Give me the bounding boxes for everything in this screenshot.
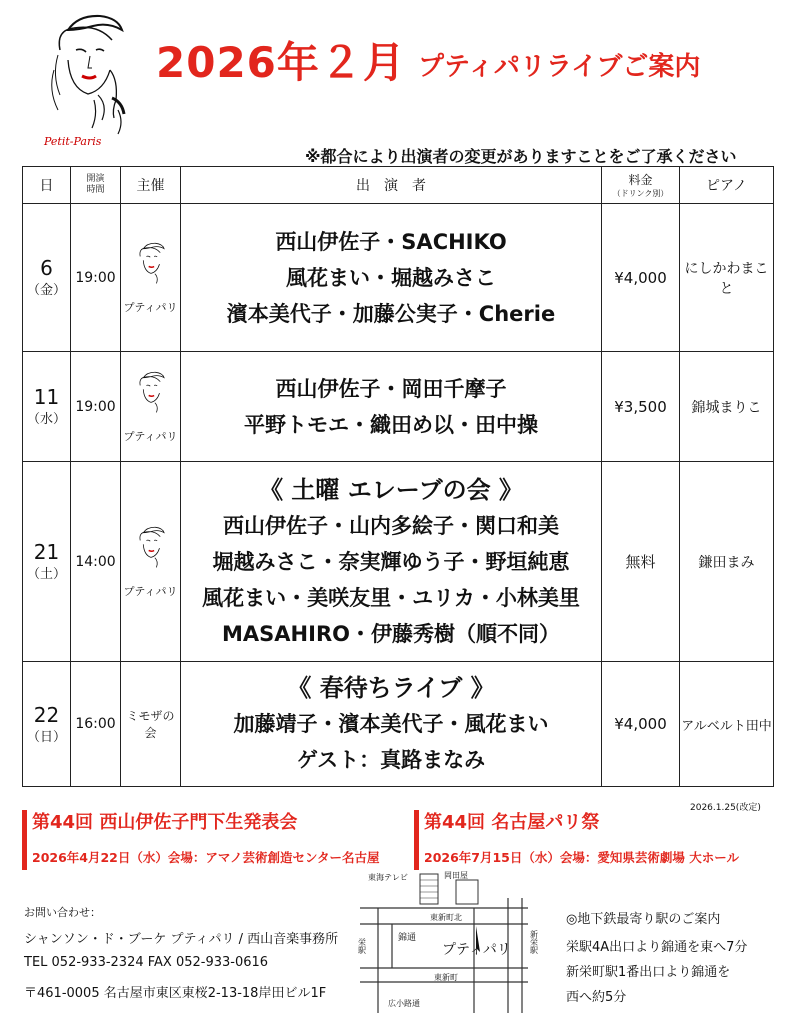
performer-line: 西山伊佐子・山内多絵子・関口和美: [223, 513, 559, 538]
host-name: プティパリ: [123, 584, 178, 598]
revision-date: 2026.1.25(改定): [690, 803, 761, 813]
event-2-detail: 2026年7月15日（水）会場：愛知県芸術劇場 大ホール: [424, 850, 739, 865]
header-time: [71, 167, 121, 204]
page-title: 2026年２月: [156, 38, 406, 87]
performer-line: 加藤靖子・濱本美代子・風花まい: [233, 712, 549, 736]
host-name: プティパリ: [123, 300, 178, 314]
map-label-higashi-shinmachi-n: 東新町北: [430, 913, 462, 922]
date-cell: [23, 352, 71, 462]
host-cell: [121, 352, 181, 462]
table-row: [23, 662, 774, 787]
map-label-nishikidori: 錦通: [398, 933, 417, 943]
performer-line: 平野トモエ・織田め以・田中操: [244, 412, 538, 437]
event-1-detail: 2026年4月22日（水）会場：アマノ芸術創造センター名古屋: [32, 850, 380, 865]
day-number: 21: [33, 540, 60, 564]
event-2-title: 第44回 名古屋パリ祭: [424, 812, 600, 833]
weekday: （金）: [26, 283, 66, 298]
header-date: 日: [23, 167, 71, 204]
performer-line: 西山伊佐子・SACHIKO: [275, 229, 507, 254]
contact-address: 〒461-0005 名古屋市東区東桜2-13-18岸田ビル1F: [24, 986, 327, 1001]
host-cell: [121, 662, 181, 787]
performer-line: 堀越みさこ・奈実輝ゆう子・野垣純恵: [212, 549, 570, 574]
host-name-line2: 会: [144, 726, 157, 740]
piano-cell: アルベルト田中: [680, 662, 774, 787]
time-cell: 16:00: [71, 662, 121, 787]
host-logo: [129, 525, 173, 579]
day-number: 22: [33, 702, 60, 727]
accent-bar: [414, 810, 419, 870]
table-row: [23, 204, 774, 352]
fee-cell: ¥4,000: [602, 204, 680, 352]
host-name: プティパリ: [123, 429, 178, 443]
day-number: 11: [33, 385, 60, 409]
performer-line: 風花まい・堀越みさこ: [286, 265, 496, 290]
table-row: [23, 462, 774, 662]
date-cell: [23, 204, 71, 352]
map-label-petit-paris: プティパリ: [442, 942, 511, 958]
contact-name: シャンソン・ド・ブーケ プティパリ / 西山音楽事務所: [24, 932, 339, 947]
contact-tel-fax: TEL 052-933-2324 FAX 052-933-0616: [24, 955, 269, 970]
header-fee-line2: （ドリンク別）: [612, 189, 669, 198]
fee-cell: ¥3,500: [602, 352, 680, 462]
piano-cell: 錦城まりこ: [680, 352, 774, 462]
time-cell: 19:00: [71, 352, 121, 462]
map-label-okada: 岡田屋: [444, 871, 468, 880]
header-time-line1: 開演: [86, 174, 105, 184]
access-line-2: 新栄町駅1番出口より錦通を: [566, 965, 731, 980]
map-label-sakae-station: 栄駅: [358, 938, 367, 954]
date-cell: [23, 662, 71, 787]
table-header-row: [23, 167, 774, 204]
day-number: 6: [40, 256, 53, 280]
event-title: 《 春待ちライブ 》: [287, 674, 495, 702]
map-label-tokai-tv: 東海テレビ: [368, 873, 408, 882]
event-title: 《 土曜 エレーブの会 》: [259, 475, 523, 504]
header-fee: [602, 167, 680, 204]
host-cell: [121, 462, 181, 662]
map-label-higashi-shinmachi: 東新町: [434, 973, 458, 982]
performer-line: ゲスト：真路まなみ: [296, 748, 486, 772]
performer-line: 濱本美代子・加藤公実子・Cherie: [226, 301, 556, 326]
schedule-table: [22, 166, 774, 787]
map-label-shin-sakae-station: 新栄駅: [529, 930, 539, 954]
header-piano: ピアノ: [680, 167, 774, 204]
weekday: （土）: [26, 567, 66, 582]
fee-cell: 無料: [602, 462, 680, 662]
header-host: 主催: [121, 167, 181, 204]
page-subtitle: プティパリライブご案内: [418, 52, 701, 82]
host-name-line1: ミモザの: [126, 709, 175, 723]
performer-line: MASAHIRO・伊藤秀樹（順不同）: [222, 621, 560, 646]
event-1-title: 第44回 西山伊佐子門下生発表会: [32, 812, 298, 833]
performers-cell: [181, 204, 602, 352]
logo-text: Petit-Paris: [44, 135, 102, 148]
access-line-1: 栄駅4A出口より錦通を東へ7分: [566, 940, 748, 955]
time-cell: 19:00: [71, 204, 121, 352]
access-map: [358, 868, 558, 1016]
table-row: [23, 352, 774, 462]
header-performers: 出 演 者: [181, 167, 602, 204]
access-line-3: 西へ約5分: [566, 990, 627, 1005]
access-title: ◎地下鉄最寄り駅のご案内: [566, 912, 721, 927]
host-logo: [129, 241, 173, 295]
time-cell: 14:00: [71, 462, 121, 662]
piano-cell: 鎌田まみ: [680, 462, 774, 662]
performers-cell: [181, 462, 602, 662]
host-cell: [121, 204, 181, 352]
petit-paris-logo: [38, 10, 138, 150]
performers-cell: [181, 352, 602, 462]
host-logo: [129, 370, 173, 424]
fee-cell: ¥4,000: [602, 662, 680, 787]
performers-cell: [181, 662, 602, 787]
accent-bar: [22, 810, 27, 870]
contact-label: お問い合わせ：: [24, 906, 101, 919]
weekday: （日）: [26, 729, 66, 745]
header-fee-line1: 料金: [628, 173, 653, 187]
map-label-hirokoji: 広小路通: [388, 999, 420, 1008]
weekday: （水）: [26, 412, 66, 427]
change-notice: ※都合により出演者の変更がありますことをご了承ください: [305, 147, 737, 166]
date-cell: [23, 462, 71, 662]
piano-cell: にしかわまこと: [680, 204, 774, 352]
performer-line: 風花まい・美咲友里・ユリカ・小林美里: [202, 585, 580, 610]
header-time-line2: 時間: [86, 185, 105, 195]
performer-line: 西山伊佐子・岡田千摩子: [275, 376, 507, 401]
